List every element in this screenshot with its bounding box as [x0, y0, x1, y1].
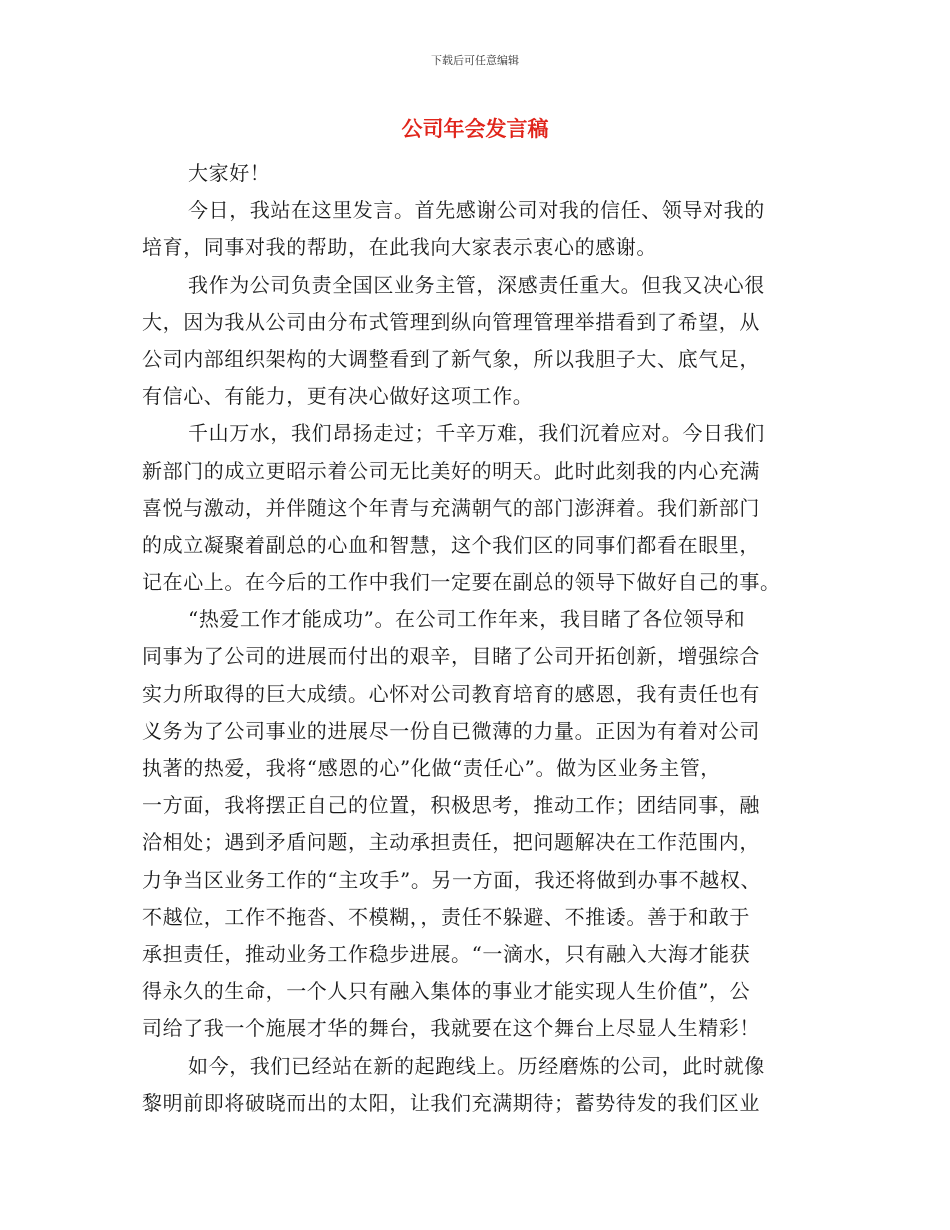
text-line: 我作为公司负责全国区业务主管，深感责任重大。但我又决心很: [188, 272, 765, 297]
text-line: 力争当区业务工作的“主攻手”。另一方面，我还将做到办事不越权、: [142, 867, 762, 892]
document-body: [142, 155, 808, 1122]
text-line: 的成立凝聚着副总的心血和智慧，这个我们区的同事们都看在眼里，: [142, 532, 760, 557]
text-line: 黎明前即将破晓而出的太阳，让我们充满期待；蓄势待发的我们区业: [142, 1090, 760, 1115]
text-line: 不越位，工作不拖沓、不模糊，，责任不躲避、不推诿。善于和敢于: [142, 904, 750, 929]
text-line: 公司内部组织架构的大调整看到了新气象，所以我胆子大、底气足，: [142, 346, 760, 371]
text-line: 执著的热爱，我将“感恩的心”化做“责任心”。做为区业务主管，: [142, 756, 721, 780]
header-note: 下载后可任意编辑: [431, 54, 519, 67]
text-line: 培育，同事对我的帮助，在此我向大家表示衷心的感谢。: [142, 235, 657, 260]
text-line: 今日，我站在这里发言。首先感谢公司对我的信任、领导对我的: [188, 198, 765, 223]
text-line: 有信心、有能力，更有决心做好这项工作。: [142, 384, 534, 409]
text-line: 同事为了公司的进展而付出的艰辛，目睹了公司开拓创新，增强综合: [142, 644, 760, 669]
text-line: 记在心上。在今后的工作中我们一定要在副总的领导下做好自己的事。: [142, 570, 781, 595]
text-line: 如今，我们已经站在新的起跑线上。历经磨炼的公司，此时就像: [188, 1053, 765, 1078]
text-line: 得永久的生命，一个人只有融入集体的事业才能实现人生价值”，公: [142, 979, 751, 1004]
text-line: 承担责任，推动业务工作稳步进展。“一滴水，只有融入大海才能获: [142, 941, 751, 966]
text-line: 新部门的成立更昭示着公司无比美好的明天。此时此刻我的内心充满: [142, 458, 760, 483]
text-line: “热爱工作才能成功”。在公司工作年来，我目睹了各位领导和: [188, 607, 746, 632]
text-line: 大，因为我从公司由分布式管理到纵向管理管理举措看到了希望，从: [142, 309, 760, 334]
document-title: 公司年会发言稿: [401, 117, 549, 141]
text-line: 千山万水，我们昂扬走过；千辛万难，我们沉着应对。今日我们: [188, 421, 765, 446]
text-line: 喜悦与激动，并伴随这个年青与充满朝气的部门澎湃着。我们新部门: [142, 495, 760, 520]
text-line: 一方面，我将摆正自己的位置，积极思考，推动工作；团结同事，融: [142, 793, 760, 818]
text-line: 大家好！: [188, 161, 271, 185]
text-line: 实力所取得的巨大成绩。心怀对公司教育培育的感恩，我有责任也有: [142, 681, 760, 706]
text-line: 司给了我一个施展才华的舞台，我就要在这个舞台上尽显人生精彩！: [142, 1016, 760, 1041]
text-line: 洽相处；遇到矛盾问题，主动承担责任，把问题解决在工作范围内，: [142, 830, 760, 855]
text-line: 义务为了公司事业的进展尽一份自已微薄的力量。正因为有着对公司: [142, 718, 760, 743]
